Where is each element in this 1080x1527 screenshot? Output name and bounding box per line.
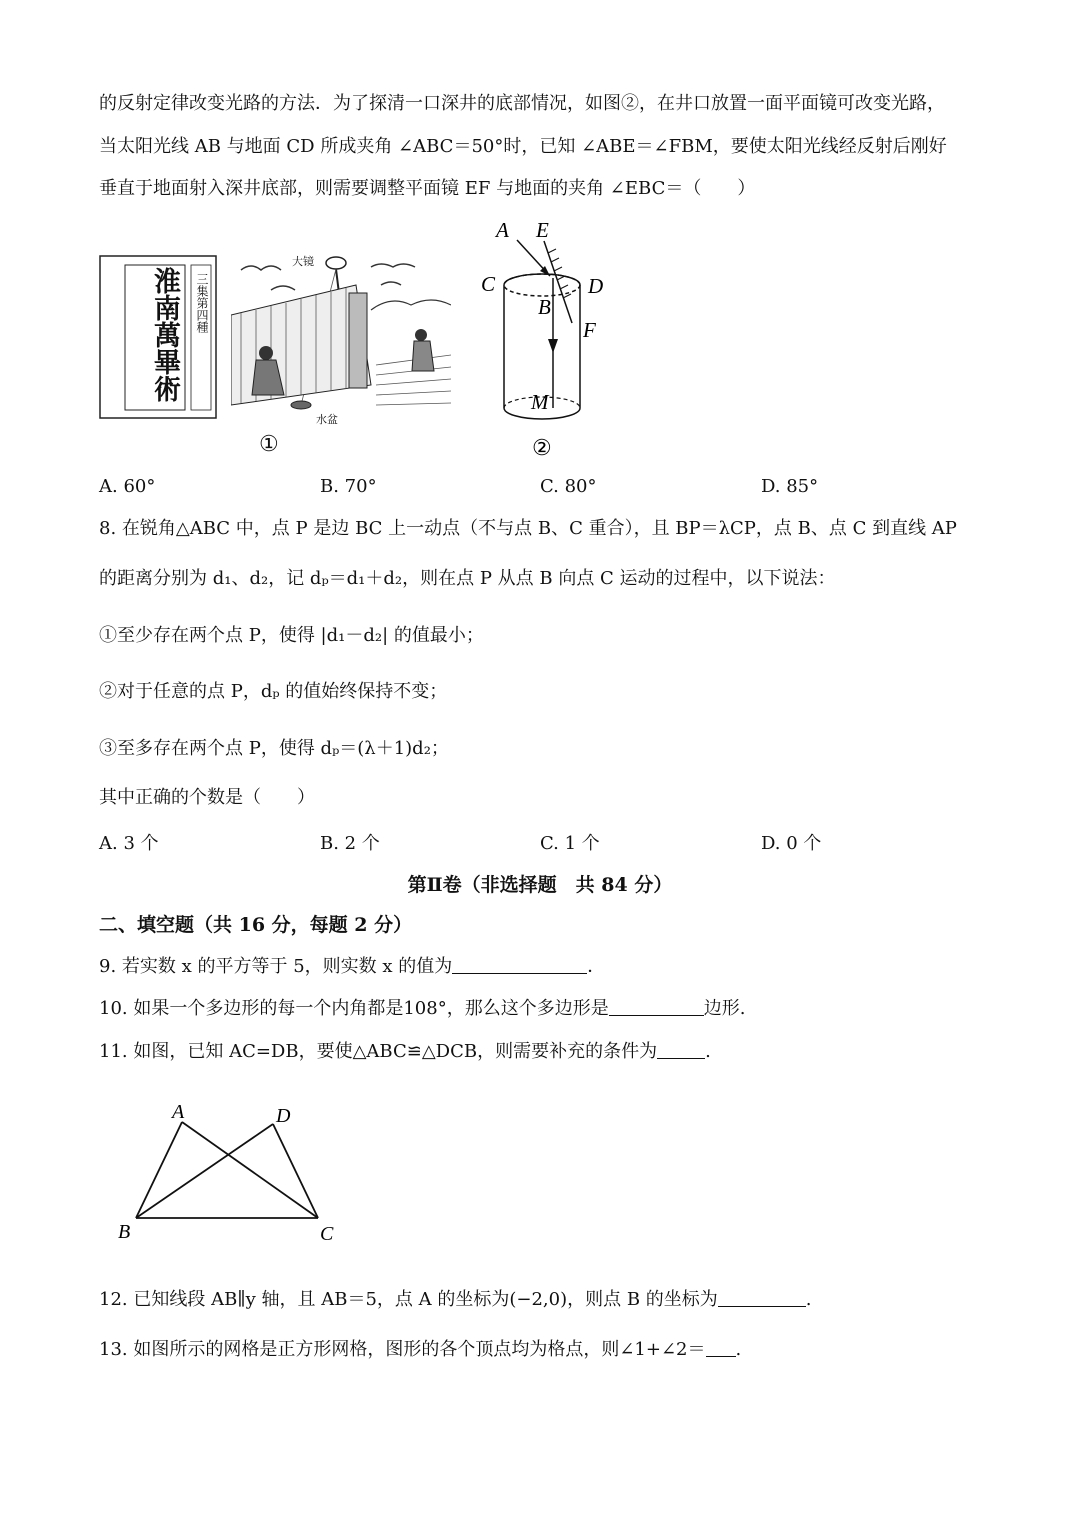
label-B: B — [118, 1221, 131, 1243]
q7-option-a: A. 60° — [99, 476, 156, 497]
q10 — [99, 997, 745, 1021]
q9 — [99, 955, 605, 979]
q8-option-c: C. 1 个 — [540, 833, 600, 854]
q9-answer-blank[interactable] — [452, 955, 587, 974]
q8-line-2: 的距离分别为 d₁、d₂，记 dₚ＝d₁＋d₂，则在点 P 从点 B 向点 C 运动的过程中，以下说法： — [99, 568, 836, 589]
q12-suffix: . — [805, 1289, 812, 1310]
label-F: F — [583, 318, 596, 342]
label-C: C — [320, 1223, 334, 1245]
q8-item-2: ②对于任意的点 P，dₚ 的值始终保持不变； — [99, 681, 448, 702]
label-C: C — [481, 272, 496, 296]
section-2-subtitle: 二、填空题（共 16 分，每题 2 分） — [99, 914, 413, 936]
q10-text: 10. 如果一个多边形的每一个内角都是108°，那么这个多边形是 — [99, 998, 609, 1019]
label-E: E — [536, 218, 549, 242]
q7-option-c: C. 80° — [540, 476, 597, 497]
q9-suffix: ． — [587, 956, 606, 977]
figure-1 — [99, 255, 451, 465]
q8-option-b: B. 2 个 — [320, 833, 380, 854]
label-D: D — [276, 1105, 291, 1127]
book-side-label: 三集第四種 — [195, 273, 209, 333]
q13-text: 13. 如图所示的网格是正方形网格，图形的各个顶点均为格点，则∠1+∠2＝ — [99, 1339, 706, 1360]
q11 — [99, 1040, 711, 1064]
basin-label: 水盆 — [316, 413, 338, 426]
q8-option-a: A. 3 个 — [99, 833, 159, 854]
q10-answer-blank[interactable] — [609, 997, 704, 1016]
q11-text: 11. 如图，已知 AC=DB，要使△ABC≌△DCB，则需要补充的条件为 — [99, 1041, 658, 1062]
q8-option-d: D. 0 个 — [761, 833, 822, 854]
q10-suffix: 边形. — [703, 998, 746, 1019]
label-D: D — [588, 274, 604, 298]
book-title: 淮南萬畢術 — [149, 267, 180, 402]
q12-answer-blank[interactable] — [718, 1288, 806, 1307]
q11-triangle-figure — [110, 1098, 350, 1248]
woodcut-illustration — [231, 255, 451, 420]
label-A: A — [172, 1101, 185, 1123]
q12 — [99, 1288, 812, 1312]
q7-line-2: 当太阳光线 AB 与地面 CD 所成夹角 ∠ABC＝50°时，已知 ∠ABE＝∠FBM，要使太阳光线经反射后刚好 — [99, 136, 947, 157]
q12-text: 12. 已知线段 AB∥y 轴，且 AB＝5，点 A 的坐标为(−2,0)，则点 B 的坐标为 — [99, 1289, 718, 1310]
section-2-title: 第Ⅱ卷（非选择题 共 84 分） — [407, 874, 673, 896]
q7-option-b: B. 70° — [320, 476, 377, 497]
q11-suffix: . — [705, 1041, 711, 1062]
q13-answer-blank[interactable] — [706, 1338, 736, 1357]
q8-item-3: ③至多存在两个点 P，使得 dₚ＝(λ＋1)d₂； — [99, 738, 449, 759]
figure-1-caption: ① — [259, 432, 279, 457]
q7-line-3: 垂直于地面射入深井底部，则需要调整平面镜 EF 与地面的夹角 ∠EBC＝（ ） — [99, 178, 756, 199]
q11-answer-blank[interactable] — [657, 1040, 705, 1059]
label-B: B — [538, 295, 551, 319]
q9-text: 9. 若实数 x 的平方等于 5，则实数 x 的值为 — [99, 956, 453, 977]
q7-option-d: D. 85° — [761, 476, 819, 497]
q8-question: 其中正确的个数是（ ） — [99, 787, 315, 808]
q8-line-1: 8. 在锐角△ABC 中，点 P 是边 BC 上一动点（不与点 B、C 重合），且 BP＝λCP，点 B、点 C 到直线 AP — [99, 518, 957, 539]
q7-line-1: 的反射定律改变光路的方法．为了探清一口深井的底部情况，如图②，在井口放置一面平面镜可改变光路， — [99, 93, 945, 114]
q8-item-1: ①至少存在两个点 P，使得 |d₁－d₂| 的值最小； — [99, 625, 484, 646]
q13-suffix: . — [735, 1339, 742, 1360]
label-A: A — [496, 218, 509, 242]
figure-2-well-diagram — [470, 213, 630, 463]
label-M: M — [531, 390, 549, 414]
mirror-label: 大镜 — [292, 255, 314, 268]
q13 — [99, 1338, 741, 1362]
figure-2-caption: ② — [532, 435, 552, 460]
